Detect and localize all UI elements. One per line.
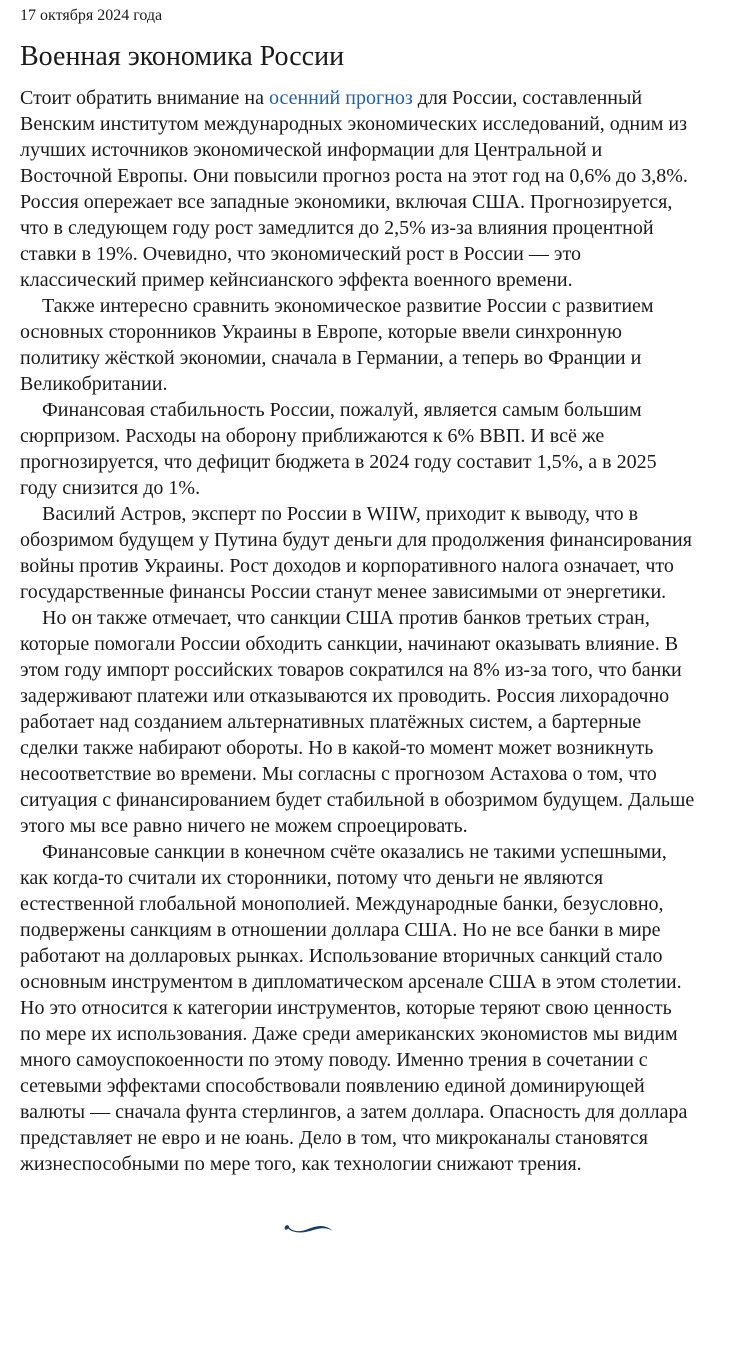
article-paragraph: Финансовая стабильность России, пожалуй, является самым большим сюрпризом. Расходы на оборону приближаются к 6% ВВП. И всё же прогнозируется, что дефицит бюджета в 2024 году составит 1,5%, а в 2025 году снизится до 1%. — [20, 399, 657, 499]
paragraph-text: для России, составленный Венским институтом международных экономических исследований, одним из лучших источников экономической информации для Центральной и Восточной Европы. Они повысили прогноз роста на этот год на 0,6% до 3,8%. Россия опережает все западные экономики, включая США. Прогнозируется, что в следующем году рост замедлится до 2,5% из-за влияния процентной ставки в 19%. Очевидно, что экономический рост в России — это классический пример кейнсианского эффекта военного времени. — [20, 87, 688, 291]
swash-divider-icon — [283, 1219, 335, 1236]
article-body — [20, 85, 696, 1177]
paragraph-text: Стоит обратить внимание на — [20, 87, 269, 109]
article-paragraph: Василий Астров, эксперт по России в WIIW, приходит к выводу, что в обозримом будущем у Путина будут деньги для продолжения финансирования войны против Украины. Рост доходов и корпоративного налога означает, что государственные финансы России станут менее зависимыми от энергетики. — [20, 503, 692, 603]
article-paragraph: Финансовые санкции в конечном счёте оказались не такими успешными, как когда-то считали их сторонники, потому что деньги не являются естественной глобальной монополией. Международные банки, безусловно, подвержены санкциям в отношении доллара США. Но не все банки в мире работают на долларовых рынках. Использование вторичных санкций стало основным инструментом в дипломатическом арсенале США в этом столетии. Но это относится к категории инструментов, которые теряют свою ценность по мере их использования. Даже среди американских экономистов мы видим много самоуспокоенности по этому поводу. Именно трения в сочетании с сетевыми эффектами способствовали появлению единой доминирующей валюты — сначала фунта стерлингов, а затем доллара. Опасность для доллара представляет не евро и не юань. Дело в том, что микроканалы становятся жизнеспособными по мере того, как технологии снижают трения. — [20, 841, 688, 1175]
post-title: Военная экономика России — [20, 41, 345, 72]
autumn-forecast-link[interactable]: осенний прогноз — [268, 87, 413, 109]
article-paragraph: Но он также отмечает, что санкции США против банков третьих стран, которые помогали России обходить санкции, начинают оказывать влияние. В этом году импорт российских товаров сократился на 8% из-за того, что банки задерживают платежи или отказываются их проводить. Россия лихорадочно работает над созданием альтернативных платёжных систем, а бартерные сделки также набирают обороты. Но в какой-то момент может возникнуть несоответствие во времени. Мы согласны с прогнозом Астахова о том, что ситуация с финансированием будет стабильной в обозримом будущем. Дальше этого мы все равно ничего не можем спроецировать. — [20, 607, 695, 837]
article-paragraph — [20, 85, 696, 293]
article-paragraph: Также интересно сравнить экономическое развитие России с развитием основных сторонников Украины в Европе, которые ввели синхронную политику жёсткой экономии, сначала в Германии, а теперь во Франции и Великобритании. — [20, 295, 654, 395]
post-date: 17 октября 2024 года — [20, 7, 163, 24]
